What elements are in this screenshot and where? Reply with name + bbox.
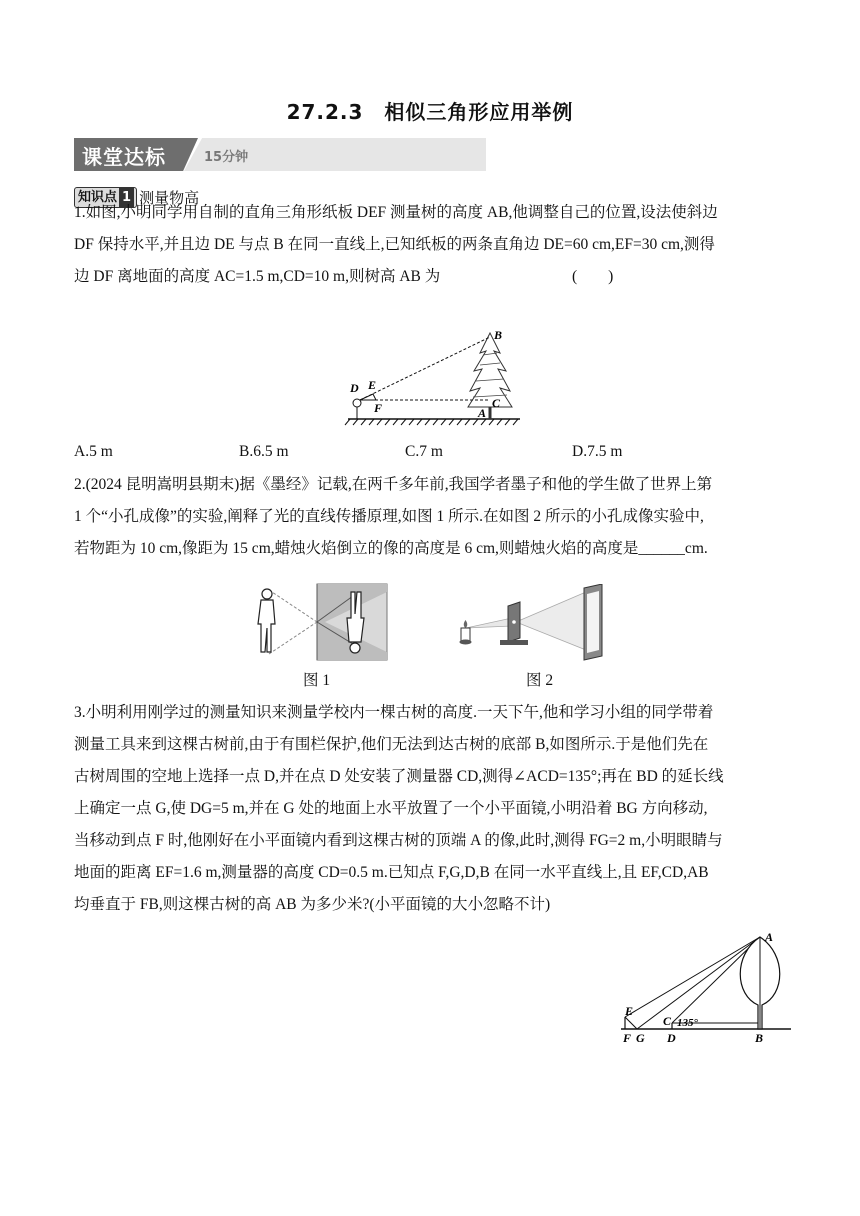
q3-line: 上确定一点 G,使 DG=5 m,并在 G 处的地面上水平放置了一个小平面镜,小明沿着 BG 方向移动, [74,800,708,817]
label-G: G [636,1031,645,1045]
screen-icon [584,584,602,660]
tree-measurement-figure [340,325,530,430]
figure-1-caption: 图 1 [303,672,331,689]
q3-line: 当移动到点 F 时,他刚好在小平面镜内看到这棵古树的顶端 A 的像,此时,测得 FG=2 m,小明眼睛与 [74,832,723,849]
q3-line: 3.小明利用刚学过的测量知识来测量学校内一棵古树的高度.一天下午,他和学习小组的同学带着 [74,704,714,721]
q2-line: 1 个“小孔成像”的实验,阐释了光的直线传播原理,如图 1 所示.在如图 2 所示的小孔成像实验中, [74,508,704,525]
candle-icon [460,620,472,645]
pinhole-figure-1 [245,582,390,662]
label-D: D [667,1031,676,1045]
person-icon [258,589,275,652]
question-3-text [74,697,794,921]
figure-2-caption: 图 2 [526,672,554,689]
option-b: B.6.5 m [239,443,289,460]
label-D: D [350,381,359,395]
label-B: B [494,328,503,342]
banner-title: 课堂达标 [82,145,166,169]
q1-line: 1.如图,小明同学用自制的直角三角形纸板 DEF 测量树的高度 AB,他调整自己的位置,设法使斜边 [74,204,718,221]
q1-line [74,261,794,293]
option-d: D.7.5 m [572,443,623,460]
q3-line: 古树周围的空地上选择一点 D,并在点 D 处安装了测量器 CD,测得∠ACD=135°;再在 BD 的延长线 [74,768,724,785]
q1-line-text: 边 DF 离地面的高度 AC=1.5 m,CD=10 m,则树高 AB 为 [74,268,441,285]
page-title: 27.2.3 相似三角形应用举例 [286,100,574,124]
label-A: A [765,930,774,944]
ancient-tree-icon [740,937,780,1029]
option-c: C.7 m [405,443,443,460]
q2-line: 2.(2024 昆明嵩明县期末)据《墨经》记载,在两千多年前,我国学者墨子和他的学生做了世界上第 [74,476,713,493]
knowledge-point-number: 1 [119,188,134,207]
question-1-text [74,197,794,293]
label-E: E [625,1004,634,1018]
banner-time: 15分钟 [204,150,249,165]
tree-icon [468,333,512,419]
q2-line: 若物距为 10 cm,像距为 15 cm,蜡烛火焰倒立的像的高度是 6 cm,则蜡烛火焰的高度是______cm. [74,540,708,557]
answer-paren: ( ) [572,268,614,285]
q3-line: 测量工具来到这棵古树前,由于有围栏保护,他们无法到达古树的底部 B,如图所示.于是他们先在 [74,736,709,753]
label-E: E [368,378,377,392]
knowledge-point-tag-text: 知识点 [78,189,118,205]
pinhole-figure-2 [452,584,612,664]
label-B: B [755,1031,764,1045]
ancient-tree-figure [615,925,795,1050]
q3-line: 均垂直于 FB,则这棵古树的高 AB 为多少米?(小平面镜的大小忽略不计) [74,896,551,913]
option-a: A.5 m [74,443,113,460]
q1-line: DF 保持水平,并且边 DE 与点 B 在同一直线上,已知纸板的两条直角边 DE=60 cm,EF=30 cm,测得 [74,236,715,253]
angle-label: 135° [677,1017,698,1029]
label-F: F [374,401,383,415]
q3-line: 地面的距离 EF=1.6 m,测量器的高度 CD=0.5 m.已知点 F,G,D,B 在同一水平直线上,且 EF,CD,AB [74,864,709,881]
label-C: C [663,1014,672,1028]
label-C: C [492,396,501,410]
label-F: F [623,1031,632,1045]
knowledge-point-label: 测量物高 [139,188,200,207]
question-2-text [74,469,794,565]
label-A: A [478,406,487,420]
section-banner [74,138,486,171]
